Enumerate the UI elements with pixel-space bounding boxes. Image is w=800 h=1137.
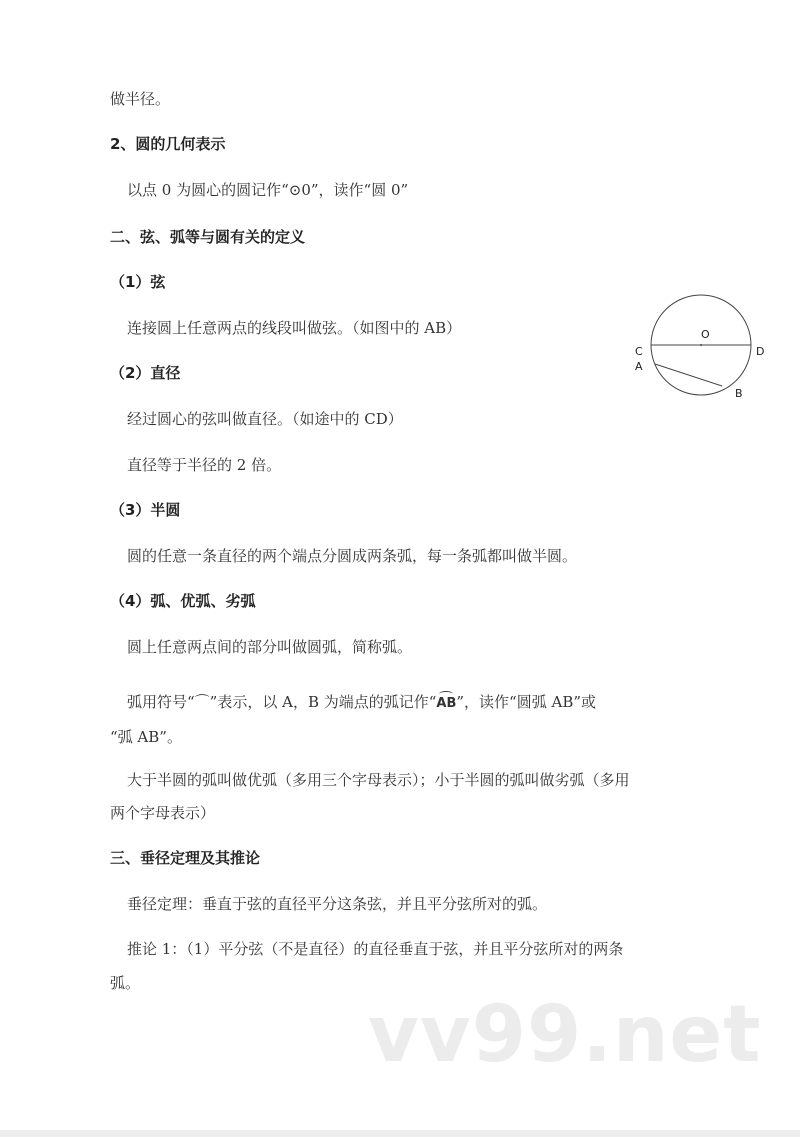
heading-section-2: 二、弦、弧等与圆有关的定义 xyxy=(110,228,306,246)
paragraph-semicircle: 圆的任意一条直径的两个端点分圆成两条弧，每一条弧都叫做半圆。 xyxy=(127,547,578,565)
label-d: D xyxy=(756,345,765,358)
paragraph-diameter: 经过圆心的弦叫做直径。（如途中的 CD） xyxy=(127,410,403,428)
paragraph-arc-symbol xyxy=(127,692,596,714)
label-b: B xyxy=(735,387,743,400)
heading-diameter: （2）直径 xyxy=(110,364,181,382)
arc-ab-symbol: AB xyxy=(436,694,456,714)
paragraph-theorem: 垂径定理：垂直于弦的直径平分这条弦，并且平分弦所对的弧。 xyxy=(127,895,548,913)
paragraph-arc: 圆上任意两点间的部分叫做圆弧，简称弧。 xyxy=(127,638,413,656)
paragraph-corollary: 推论 1：（1）平分弦（不是直径）的直径垂直于弦，并且平分弦所对的两条 xyxy=(127,940,624,958)
label-c: C xyxy=(635,345,643,358)
paragraph-line: 做半径。 xyxy=(110,90,171,108)
heading-semicircle: （3）半圆 xyxy=(110,501,181,519)
chord-ab xyxy=(655,364,722,386)
text: 弧用符号“⌒”表示，以 A，B 为端点的弧记作“ xyxy=(127,693,437,711)
heading-section-3: 三、垂径定理及其推论 xyxy=(110,849,261,867)
page-bottom-edge xyxy=(0,1130,800,1137)
paragraph-major-minor-arc: 大于半圆的弧叫做优弧（多用三个字母表示）；小于半圆的弧叫做劣弧（多用 xyxy=(127,771,630,789)
circle-diagram xyxy=(625,285,775,405)
heading-arc: （4）弧、优弧、劣弧 xyxy=(110,592,256,610)
text: ”，读作“圆弧 AB”或 xyxy=(456,693,597,711)
paragraph-chord: 连接圆上任意两点的线段叫做弦。（如图中的 AB） xyxy=(127,319,462,337)
paragraph-line: “弧 AB”。 xyxy=(110,728,182,746)
paragraph-line: 两个字母表示） xyxy=(110,804,216,822)
center-point xyxy=(700,344,702,346)
paragraph-line: 弧。 xyxy=(110,974,141,992)
label-o: O xyxy=(701,328,710,341)
label-a: A xyxy=(635,360,643,373)
heading-chord: （1）弦 xyxy=(110,273,166,291)
paragraph-notation: 以点 0 为圆心的圆记作“⊙0”，读作“圆 0” xyxy=(127,181,409,199)
heading-circle-notation: 2、圆的几何表示 xyxy=(110,135,226,153)
paragraph-diameter-2: 直径等于半径的 2 倍。 xyxy=(127,456,282,474)
watermark: vv99.net xyxy=(368,990,762,1080)
